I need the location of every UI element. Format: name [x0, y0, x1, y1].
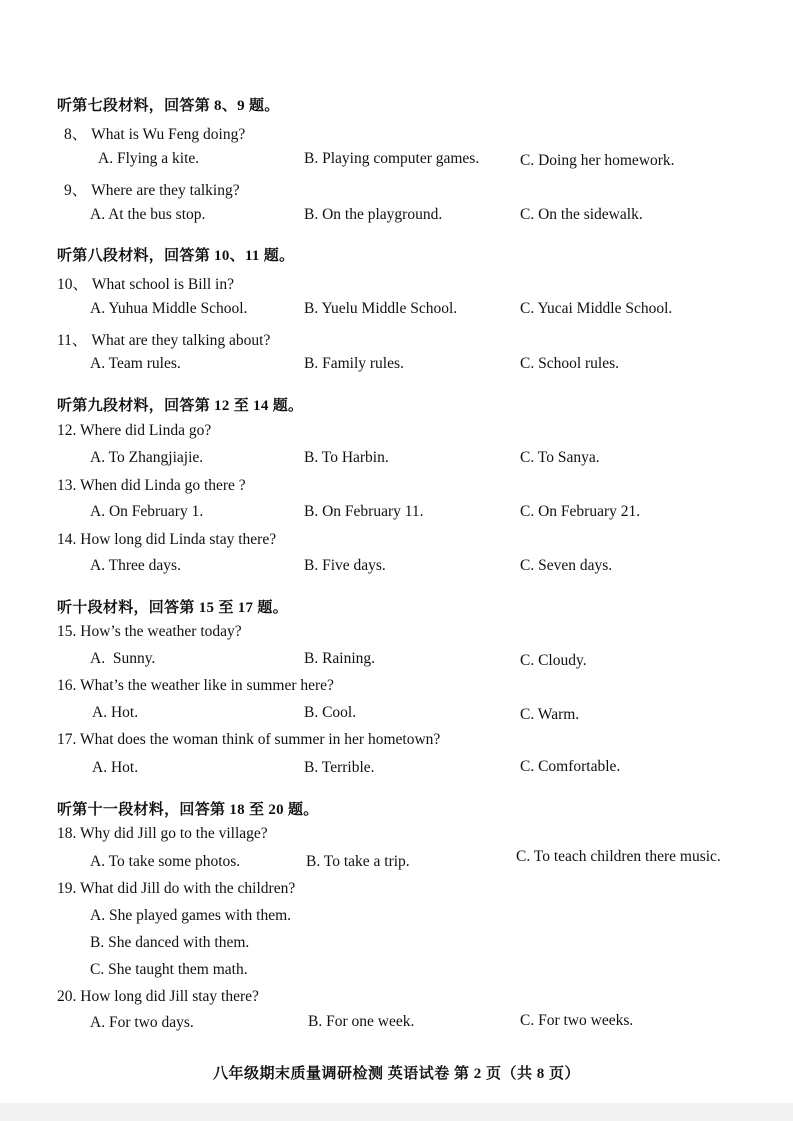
option-c: C. To teach children there music.	[516, 848, 721, 865]
option-a: A. She played games with them.	[90, 907, 292, 924]
option-b: B. Playing computer games.	[304, 150, 480, 167]
question-number: 14.	[57, 531, 77, 548]
option-a: A. Hot.	[92, 759, 139, 776]
option-c: C. Yucai Middle School.	[520, 300, 673, 317]
option-c: C. On February 21.	[520, 503, 641, 520]
option-a: A. To take some photos.	[90, 853, 241, 870]
question	[57, 531, 276, 549]
option-c: C. On the sidewalk.	[520, 206, 643, 223]
option-b: B. Cool.	[304, 704, 357, 721]
question	[57, 880, 295, 898]
question-text: Where are they talking?	[91, 182, 240, 199]
option-c: C. Cloudy.	[520, 652, 587, 669]
question-text: What are they talking about?	[91, 332, 271, 349]
question-text: Where did Linda go?	[79, 422, 212, 439]
option-b: B. Yuelu Middle School.	[304, 300, 458, 317]
option-a: A. At the bus stop.	[90, 206, 206, 223]
option-b: B. On February 11.	[304, 503, 424, 520]
option-b: B. To take a trip.	[306, 853, 410, 870]
option-b: B. Family rules.	[304, 355, 404, 372]
option-b: B. She danced with them.	[90, 934, 250, 951]
section-heading: 听第九段材料，回答第 12 至 14 题。	[57, 398, 304, 414]
question	[57, 988, 259, 1006]
option-a: A. For two days.	[90, 1014, 194, 1031]
question	[57, 477, 246, 495]
question-number: 18.	[57, 825, 77, 842]
question	[57, 328, 270, 350]
option-c: C. For two weeks.	[520, 1012, 634, 1029]
option-c: C. To Sanya.	[520, 449, 600, 466]
question-number: 16.	[57, 677, 77, 694]
question-text: What does the woman think of summer in her hometown?	[79, 731, 441, 748]
question-number: 9、	[64, 182, 88, 199]
question-text: What’s the weather like in summer here?	[79, 677, 334, 694]
question	[57, 623, 242, 641]
option-a: A. Sunny.	[90, 650, 156, 667]
section-heading: 听第八段材料，回答第 10、11 题。	[57, 248, 295, 264]
option-b: B. To Harbin.	[304, 449, 389, 466]
question-number: 11、	[57, 332, 88, 349]
question-number: 17.	[57, 731, 77, 748]
question-text: When did Linda go there ?	[79, 477, 246, 494]
question-text: How’s the weather today?	[80, 623, 242, 640]
option-c: C. Doing her homework.	[520, 152, 675, 169]
option-c: C. She taught them math.	[90, 961, 248, 978]
question-number: 19.	[57, 880, 77, 897]
question-number: 12.	[57, 422, 77, 439]
question	[57, 731, 440, 749]
option-a: A. Flying a kite.	[98, 150, 200, 167]
question-number: 8、	[64, 126, 88, 143]
option-b: B. Five days.	[304, 557, 386, 574]
option-b: B. For one week.	[308, 1013, 415, 1030]
question-text: What did Jill do with the children?	[79, 880, 296, 897]
option-c: C. Seven days.	[520, 557, 613, 574]
option-c: C. Warm.	[520, 706, 580, 723]
question-number: 10、	[57, 276, 89, 293]
question	[57, 825, 268, 843]
question-number: 13.	[57, 477, 77, 494]
section-heading: 听第十一段材料，回答第 18 至 20 题。	[57, 802, 319, 818]
section-heading: 听十段材料，回答第 15 至 17 题。	[57, 600, 289, 616]
question-text: How long did Linda stay there?	[80, 531, 277, 548]
option-b: B. Terrible.	[304, 759, 375, 776]
option-a: A. Yuhua Middle School.	[90, 300, 248, 317]
question	[57, 272, 234, 294]
question-text: What is Wu Feng doing?	[91, 126, 246, 143]
option-a: A. Hot.	[92, 704, 139, 721]
option-b: B. Raining.	[304, 650, 376, 667]
option-a: A. Three days.	[90, 557, 181, 574]
section-heading: 听第七段材料，回答第 8、9 题。	[57, 98, 280, 114]
page-footer: 八年级期末质量调研检测 英语试卷 第 2 页（共 8 页）	[212, 1066, 580, 1082]
option-c: C. Comfortable.	[520, 758, 621, 775]
option-a: A. On February 1.	[90, 503, 204, 520]
question	[64, 178, 240, 200]
question	[57, 677, 334, 695]
question-number: 15.	[57, 623, 77, 640]
scan-bottom-edge	[0, 1103, 793, 1121]
question-text: Why did Jill go to the village?	[79, 825, 268, 842]
option-c: C. School rules.	[520, 355, 620, 372]
question	[64, 122, 245, 144]
option-b: B. On the playground.	[304, 206, 443, 223]
option-a: A. Team rules.	[90, 355, 181, 372]
question-text: How long did Jill stay there?	[80, 988, 259, 1005]
question	[57, 422, 211, 440]
option-a: A. To Zhangjiajie.	[90, 449, 204, 466]
question-text: What school is Bill in?	[91, 276, 234, 293]
question-number: 20.	[57, 988, 77, 1005]
